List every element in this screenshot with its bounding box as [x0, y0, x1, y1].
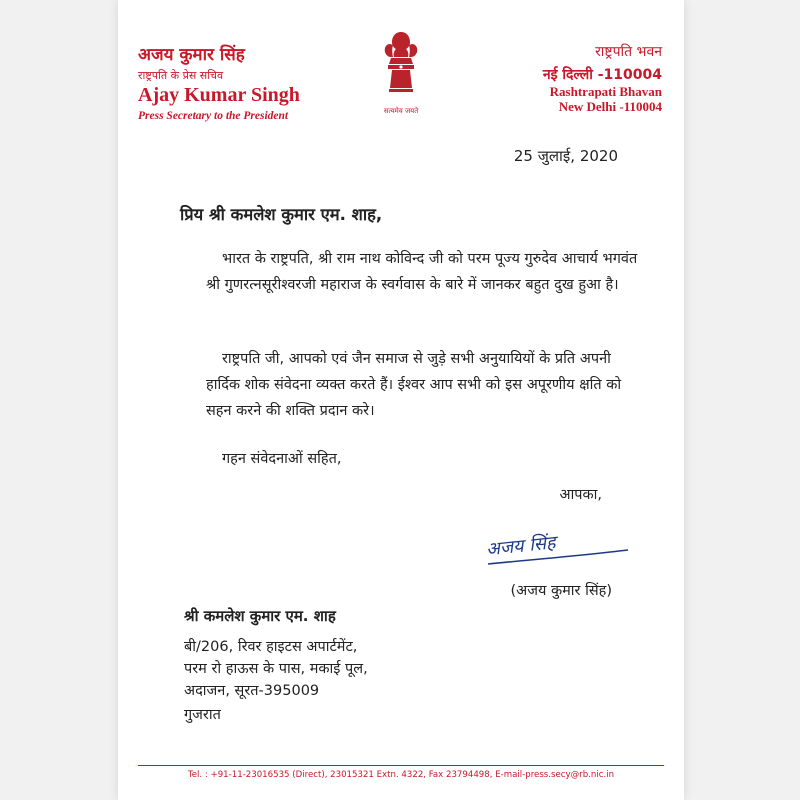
recipient-address-line-4: गुजरात [184, 707, 221, 723]
paragraph-2-text: राष्ट्रपति जी, आपको एवं जैन समाज से जुड़े सभी अनुयायियों के प्रति अपनी हार्दिक शोक संवेदना व्यक्त करते हैं। ईश्वर आप सभी को इस अपूरणीय क्षति को सहन करने की शक्ति प्रदान करे। [206, 351, 622, 419]
sender-title-english: Press Secretary to the President [138, 110, 289, 122]
salutation: प्रिय श्री कमलेश कुमार एम. शाह, [180, 205, 383, 224]
office-city-hindi: नई दिल्ली -110004 [542, 66, 662, 83]
paragraph-1-text: भारत के राष्ट्रपति, श्री राम नाथ कोविन्द जी को परम पूज्य गुरुदेव आचार्य भगवंत श्री गुणरत्नसूरीश्वरजी महाराज के स्वर्गवास के बारे में जानकर बहुत दुख हुआ है। [206, 251, 638, 293]
letter-page [118, 0, 684, 800]
recipient-address-line-3: अदाजन, सूरत-395009 [184, 683, 320, 699]
body-paragraph-1 [206, 246, 646, 298]
sender-title-hindi: राष्ट्रपति के प्रेस सचिव [138, 69, 224, 82]
emblem-caption: सत्यमेव जयते [383, 107, 419, 115]
signature-text: अजय सिंह [485, 532, 557, 561]
office-city-english: New Delhi -110004 [558, 99, 662, 115]
office-name-hindi: राष्ट्रपति भवन [595, 44, 662, 60]
letter-date: 25 जुलाई, 2020 [513, 147, 618, 165]
footer-contact: Tel. : +91-11-23016535 (Direct), 23015321 Extn. 4322, Fax 23794498, E-mail-press.secy@rb.nic.in [187, 770, 615, 780]
signature-image [478, 506, 638, 576]
recipient-address-line-2: परम रो हाऊस के पास, मकाई पूल, [184, 661, 368, 677]
office-address-block [543, 44, 662, 115]
recipient-address-line-1: बी/206, रिवर हाइटस अपार्टमेंट, [184, 639, 358, 655]
footer-divider [138, 765, 664, 766]
recipient-name: श्री कमलेश कुमार एम. शाह [184, 607, 336, 625]
sender-name-english: Ajay Kumar Singh [138, 84, 300, 106]
sender-name-hindi: अजय कुमार सिंह [138, 45, 245, 65]
signer-name: (अजय कुमार सिंह) [510, 583, 612, 599]
office-name-english: Rashtrapati Bhavan [549, 83, 662, 99]
body-paragraph-2 [206, 346, 646, 424]
closing-line: गहन संवेदनाओं सहित, [222, 451, 342, 467]
valediction: आपका, [559, 487, 602, 503]
